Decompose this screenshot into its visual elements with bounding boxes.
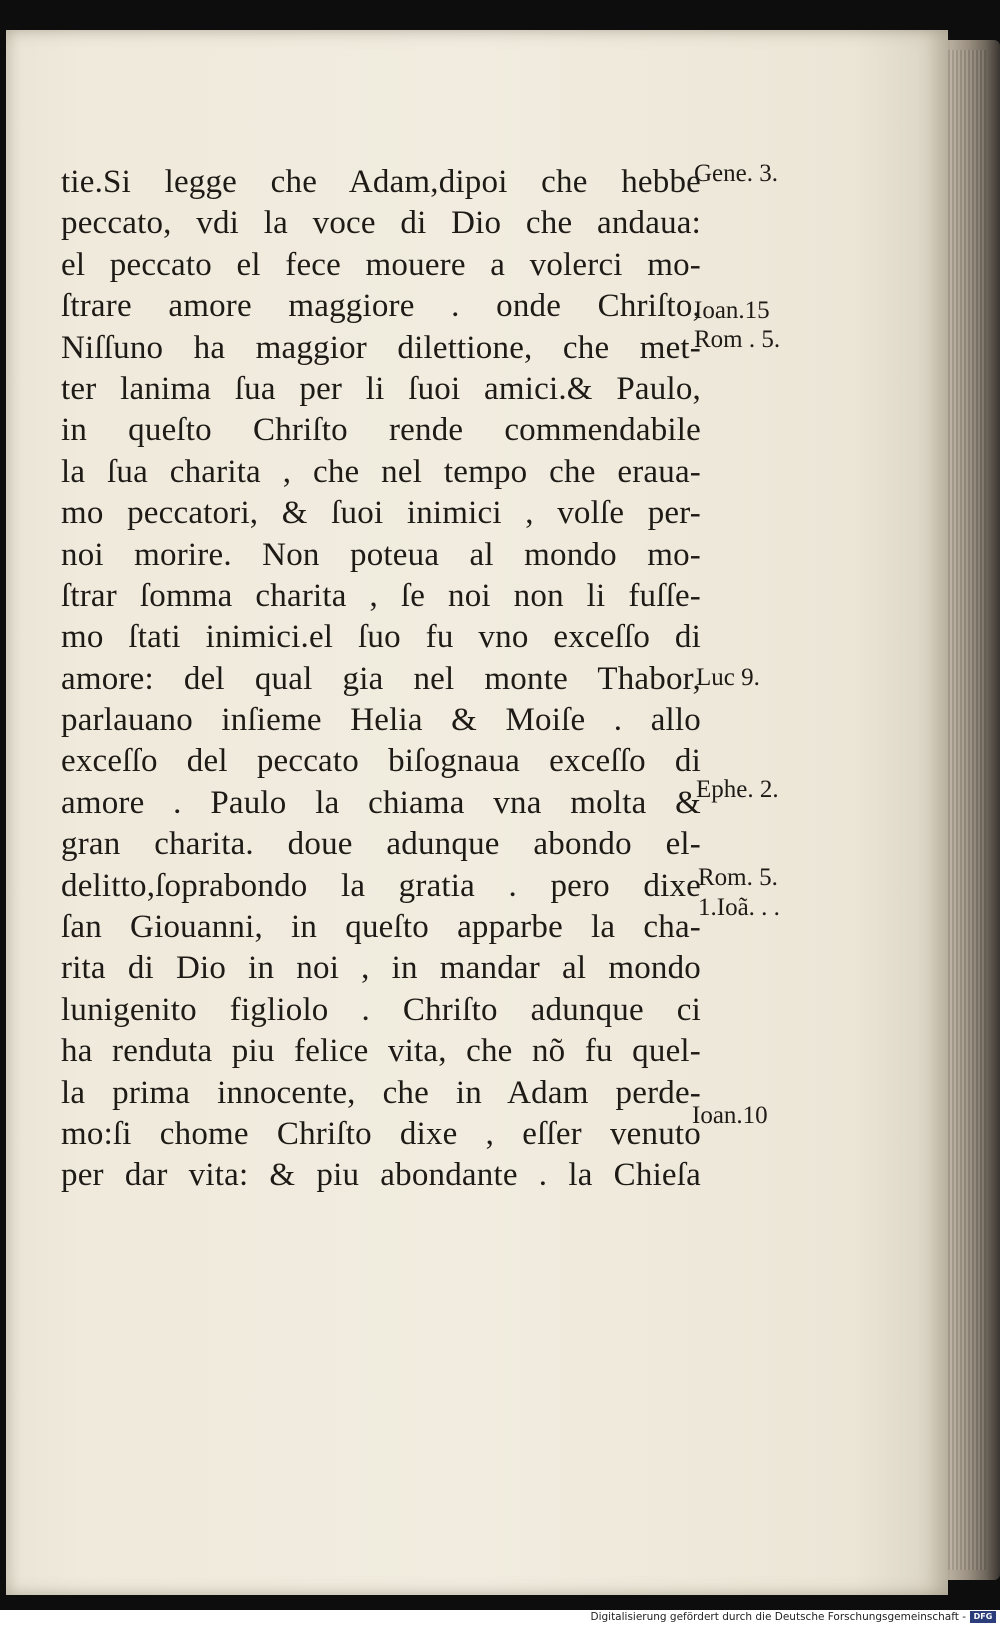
- text-line: ſan Giouanni, in queſto apparbe la cha-: [61, 909, 701, 946]
- main-text-block: [61, 162, 701, 1197]
- margin-note-rom5-second: Rom. 5.: [698, 864, 778, 891]
- text-line: delitto,ſoprabondo la gratia . pero dixe: [61, 867, 701, 904]
- text-line: parlauano inſieme Helia & Moiſe . allo: [61, 702, 701, 739]
- footer-credit: Digitalisierung gefördert durch die Deutsche Forschungsgemeinschaft -: [590, 1611, 966, 1623]
- text-line: la ſua charita , che nel tempo che eraua-: [61, 453, 701, 490]
- text-line: mo ſtati inimici.el ſuo fu vno exceſſo di: [61, 619, 701, 656]
- text-line: amore . Paulo la chiama vna molta &: [61, 784, 701, 821]
- text-line: mo peccatori, & ſuoi inimici , volſe per-: [61, 495, 701, 532]
- margin-note-ioan15: Ioan.15: [694, 297, 770, 324]
- text-line: rita di Dio in noi , in mandar al mondo: [61, 950, 701, 987]
- margin-note-ephe2: Ephe. 2.: [696, 776, 779, 803]
- text-line: gran charita. doue adunque abondo el-: [61, 826, 701, 863]
- margin-note-gene: Gene. 3.: [694, 160, 778, 187]
- margin-note-ioa1: 1.Ioã. . .: [698, 894, 780, 921]
- text-line: per dar vita: & piu abondante . la Chieſa: [61, 1157, 701, 1194]
- margin-note-ioan10: Ioan.10: [692, 1102, 768, 1129]
- margin-note-luc9: Luc 9.: [696, 664, 760, 691]
- text-line: peccato, vdi la voce di Dio che andaua:: [61, 205, 701, 242]
- text-line: amore: del qual gia nel monte Thabor,: [61, 660, 701, 697]
- text-line: el peccato el fece mouere a volerci mo-: [61, 246, 701, 283]
- text-line: noi morire. Non poteua al mondo mo-: [61, 536, 701, 573]
- text-line: ſtrare amore maggiore . onde Chriſto,: [61, 288, 701, 325]
- margin-note-rom5: Rom . 5.: [694, 326, 781, 353]
- text-line: Niſſuno ha maggior dilettione, che met-: [61, 329, 701, 366]
- text-line: ha renduta piu felice vita, che nõ fu quel-: [61, 1033, 701, 1070]
- dfg-logo: DFG: [970, 1611, 996, 1623]
- page-edges: [946, 50, 986, 1570]
- text-line: exceſſo del peccato biſognaua exceſſo di: [61, 743, 701, 780]
- text-line: lunigenito figliolo . Chriſto adunque ci: [61, 991, 701, 1028]
- text-line: ſtrar ſomma charita , ſe noi non li fuſſe-: [61, 577, 701, 614]
- text-line: ter lanima ſua per li ſuoi amici.& Paulo,: [61, 370, 701, 407]
- text-line: tie.Si legge che Adam,dipoi che hebbe: [61, 164, 701, 200]
- text-line: mo:ſi chome Chriſto dixe , eſſer venuto: [61, 1115, 701, 1152]
- book-page: [6, 30, 948, 1595]
- text-line: la prima innocente, che in Adam perde-: [61, 1074, 701, 1111]
- text-line: in queſto Chriſto rende commendabile: [61, 412, 701, 449]
